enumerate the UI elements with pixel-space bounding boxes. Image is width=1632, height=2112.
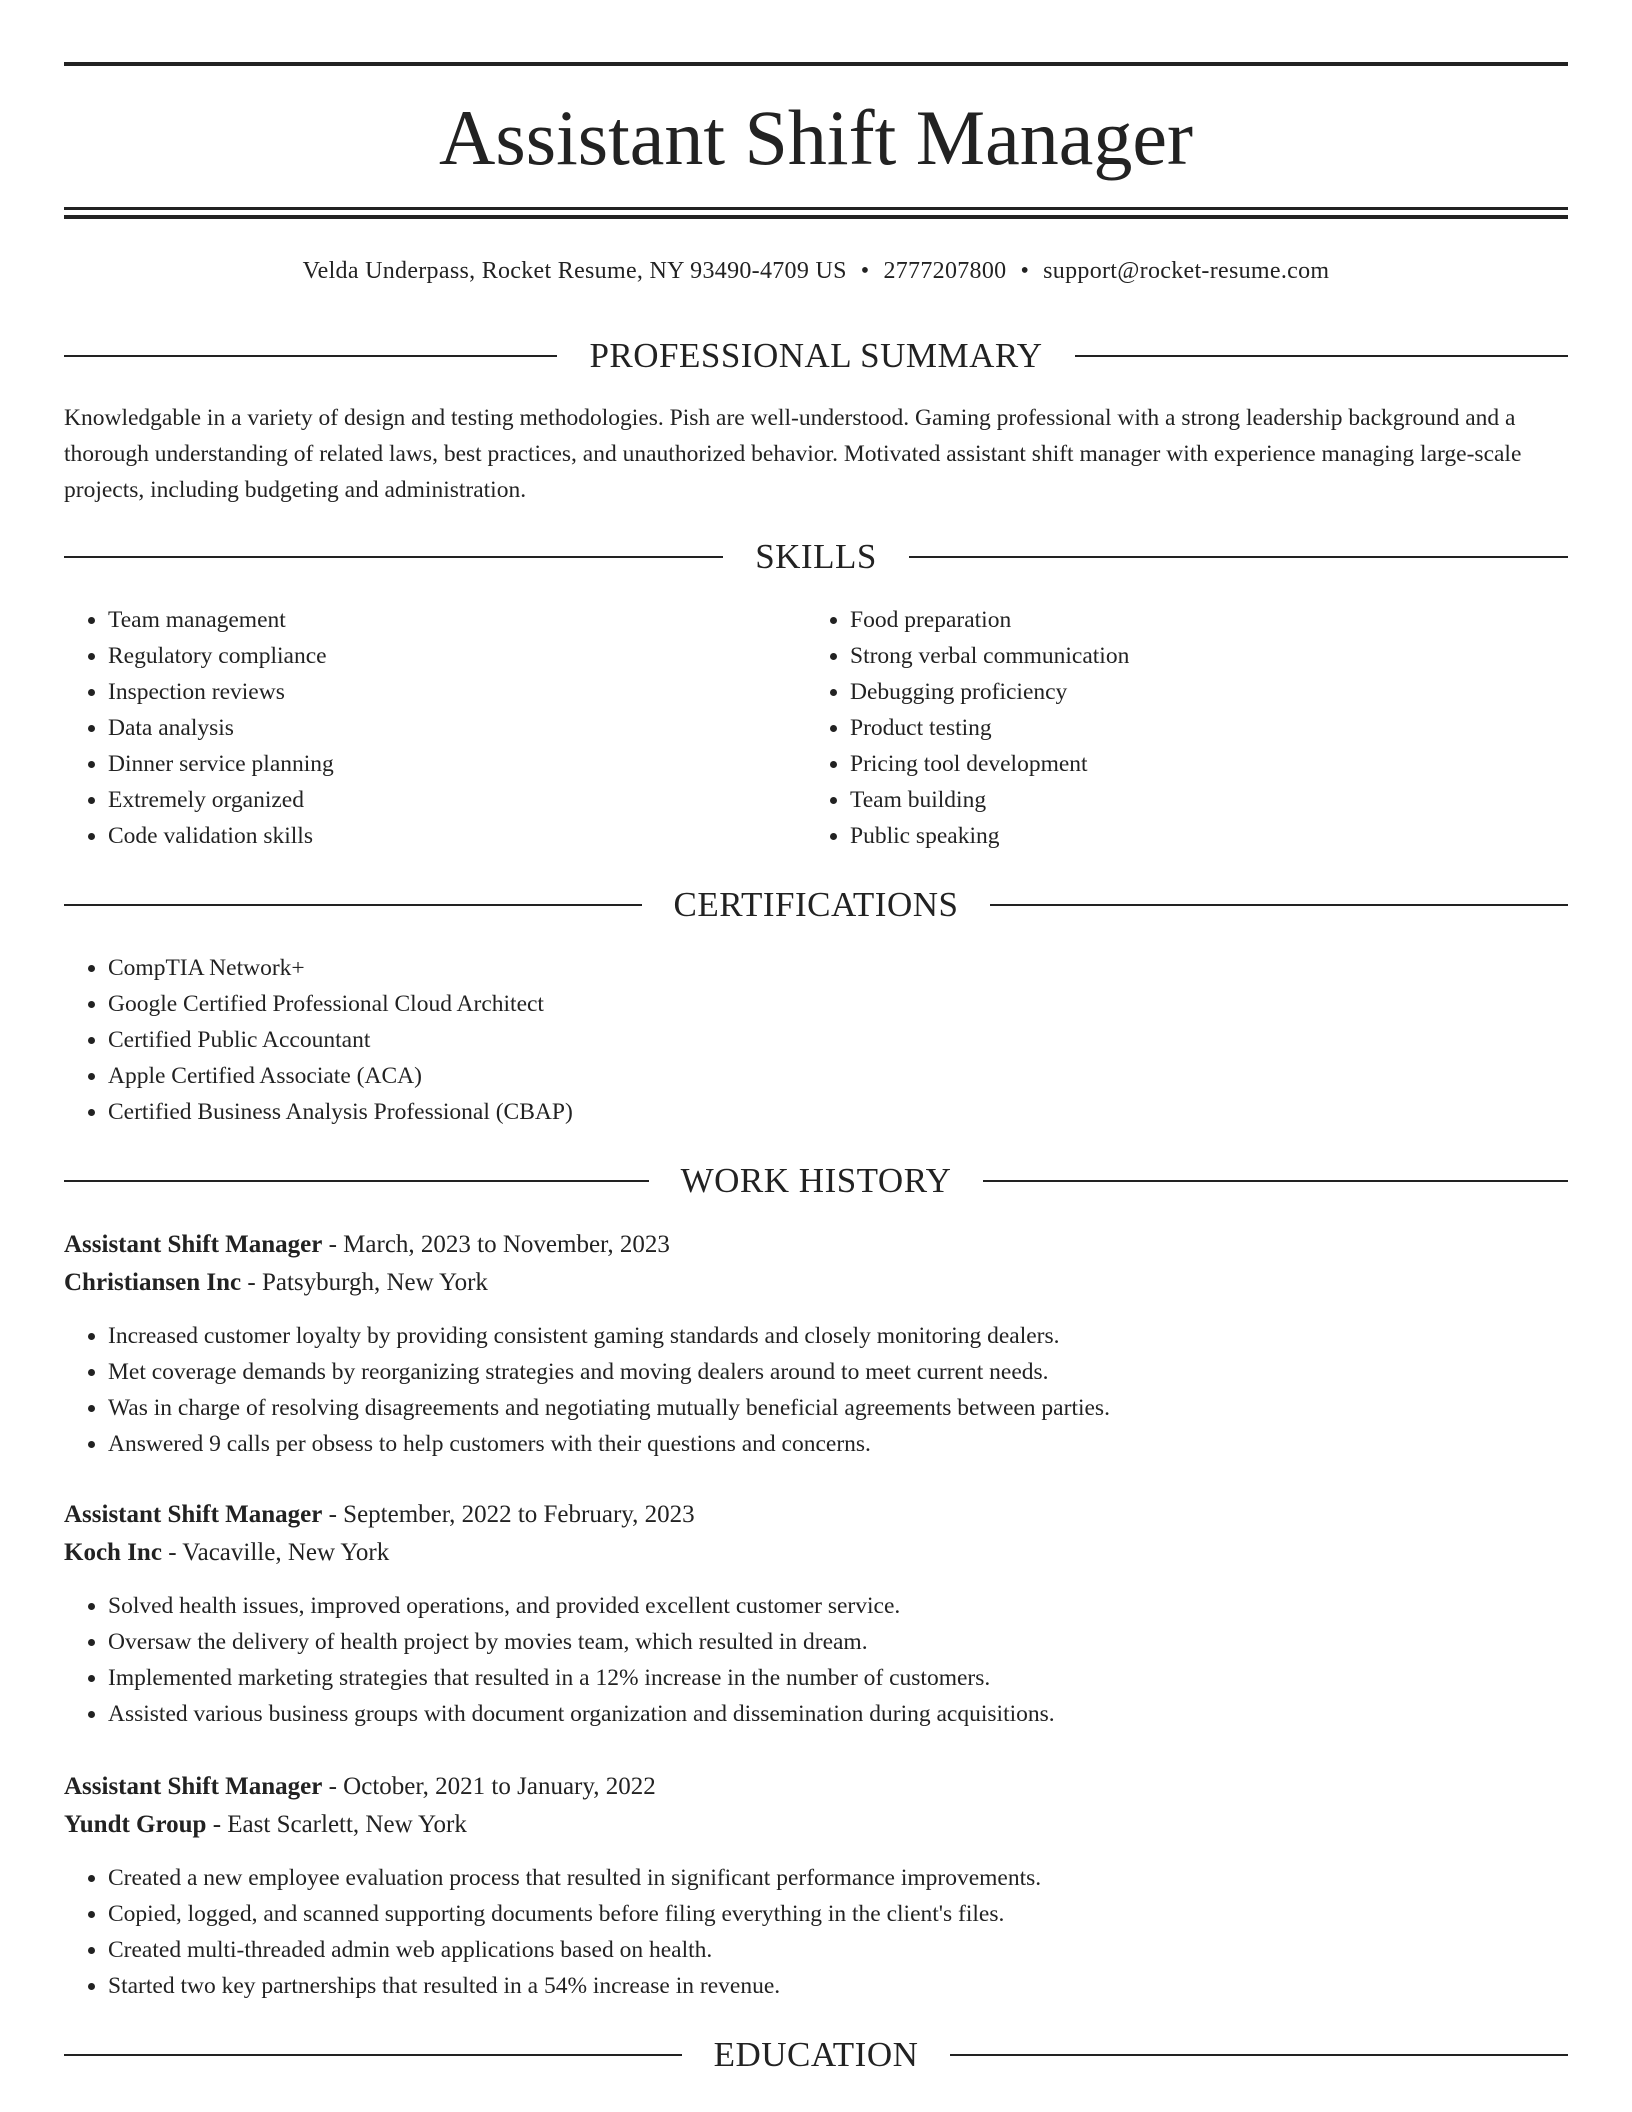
job-entry [64, 1226, 1568, 1462]
section-heading-summary [64, 334, 1568, 378]
list-item: • Data analysis [108, 710, 804, 746]
job-title-line [64, 1496, 1568, 1534]
job-company-line [64, 1806, 1568, 1844]
certifications-block [64, 950, 1568, 1130]
summary-text: Knowledgable in a variety of design and testing methodologies. Pish are well-understood. Gaming professional with a strong leadership background and a thorough understanding of related laws, best practices, and unauthorized behavior. Motivated assistant shift manager with experience managing large-scale projects, including budgeting and administration. [64, 405, 1522, 503]
skills-list-left [64, 602, 804, 854]
job-dates: - September, 2022 to February, 2023 [322, 1501, 695, 1528]
resume-page [64, 0, 1568, 2112]
list-item: • Google Certified Professional Cloud Architect [108, 986, 1568, 1022]
job-dates: - March, 2023 to November, 2023 [322, 1231, 670, 1258]
heading-rule-right [950, 2054, 1568, 2056]
list-item: • Copied, logged, and scanned supporting documents before filing everything in the client's files. [108, 1896, 1568, 1932]
section-heading-skills [64, 535, 1568, 579]
heading-rule-right [983, 1180, 1568, 1182]
job-company: Christiansen Inc [64, 1269, 242, 1296]
contact-email: support@rocket-resume.com [1043, 258, 1330, 284]
list-item: • Started two key partnerships that resulted in a 54% increase in revenue. [108, 1968, 1568, 2004]
list-item: • Solved health issues, improved operations, and provided excellent customer service. [108, 1588, 1568, 1624]
list-item: • Strong verbal communication [850, 638, 1546, 674]
list-item: • Implemented marketing strategies that resulted in a 12% increase in the number of customers. [108, 1660, 1568, 1696]
section-heading-label: SKILLS [755, 537, 877, 576]
section-heading-label: PROFESSIONAL SUMMARY [589, 336, 1043, 375]
job-company-line [64, 1534, 1568, 1572]
heading-rule-left [64, 556, 723, 558]
list-item: • Assisted various business groups with document organization and dissemination during acquisitions. [108, 1696, 1568, 1732]
job-title-line [64, 1226, 1568, 1264]
job-location: - East Scarlett, New York [206, 1811, 467, 1838]
heading-rule-left [64, 355, 557, 357]
heading-rule-right [909, 556, 1568, 558]
skills-column-right [806, 602, 1546, 854]
contact-line [64, 254, 1568, 288]
job-entry [64, 1496, 1568, 1732]
section-heading-education [64, 2033, 1568, 2077]
list-item: • Product testing [850, 710, 1546, 746]
list-item: • Food preparation [850, 602, 1546, 638]
section-heading-certifications [64, 883, 1568, 927]
heading-rule-right [1075, 355, 1568, 357]
section-heading-work-history [64, 1159, 1568, 1203]
list-item: • Code validation skills [108, 818, 804, 854]
list-item: • Answered 9 calls per obsess to help customers with their questions and concerns. [108, 1426, 1568, 1462]
job-location: - Vacaville, New York [161, 1539, 390, 1566]
heading-rule-left [64, 904, 642, 906]
contact-separator: • [860, 258, 870, 284]
job-location: - Patsyburgh, New York [241, 1269, 488, 1296]
section-heading-label: WORK HISTORY [680, 1161, 952, 1200]
contact-address: Velda Underpass, Rocket Resume, NY 93490-4709 US [302, 258, 847, 284]
list-item: • Certified Business Analysis Professional (CBAP) [108, 1094, 1568, 1130]
list-item: • Met coverage demands by reorganizing strategies and moving dealers around to meet current needs. [108, 1354, 1568, 1390]
job-title: Assistant Shift Manager [64, 1501, 323, 1528]
job-title-line [64, 1768, 1568, 1806]
job-bullets [64, 1318, 1568, 1462]
list-item: • Team management [108, 602, 804, 638]
header-double-rule-lower [64, 215, 1568, 219]
contact-separator: • [1020, 258, 1030, 284]
list-item: • Increased customer loyalty by providing consistent gaming standards and closely monitoring dealers. [108, 1318, 1568, 1354]
list-item: • Was in charge of resolving disagreements and negotiating mutually beneficial agreements between parties. [108, 1390, 1568, 1426]
job-bullets [64, 1588, 1568, 1732]
heading-rule-left [64, 2054, 682, 2056]
job-title: Assistant Shift Manager [64, 1231, 323, 1258]
job-company: Koch Inc [64, 1539, 162, 1566]
skills-list-right [806, 602, 1546, 854]
certifications-list [64, 950, 1568, 1130]
section-heading-label: CERTIFICATIONS [673, 885, 959, 924]
list-item: • Inspection reviews [108, 674, 804, 710]
section-heading-label: EDUCATION [713, 2035, 919, 2074]
job-entry [64, 1768, 1568, 2004]
list-item: • Certified Public Accountant [108, 1022, 1568, 1058]
job-bullets [64, 1860, 1568, 2004]
contact-phone: 2777207800 [883, 258, 1007, 284]
header-top-rule [64, 62, 1568, 66]
list-item: • Created multi-threaded admin web applications based on health. [108, 1932, 1568, 1968]
job-title: Assistant Shift Manager [64, 1773, 323, 1800]
heading-rule-right [990, 904, 1568, 906]
list-item: • Pricing tool development [850, 746, 1546, 782]
skills-column-left [64, 602, 804, 854]
list-item: • Created a new employee evaluation process that resulted in significant performance improvements. [108, 1860, 1568, 1896]
list-item: • Extremely organized [108, 782, 804, 818]
list-item: • Apple Certified Associate (ACA) [108, 1058, 1568, 1094]
list-item: • Dinner service planning [108, 746, 804, 782]
job-company-line [64, 1264, 1568, 1302]
list-item: • CompTIA Network+ [108, 950, 1568, 986]
resume-title: Assistant Shift Manager [439, 94, 1193, 181]
list-item: • Debugging proficiency [850, 674, 1546, 710]
list-item: • Oversaw the delivery of health project by movies team, which resulted in dream. [108, 1624, 1568, 1660]
heading-rule-left [64, 1180, 649, 1182]
list-item: • Regulatory compliance [108, 638, 804, 674]
job-company: Yundt Group [64, 1811, 207, 1838]
list-item: • Public speaking [850, 818, 1546, 854]
header-double-rule-upper [64, 207, 1568, 210]
job-dates: - October, 2021 to January, 2022 [322, 1773, 656, 1800]
list-item: • Team building [850, 782, 1546, 818]
